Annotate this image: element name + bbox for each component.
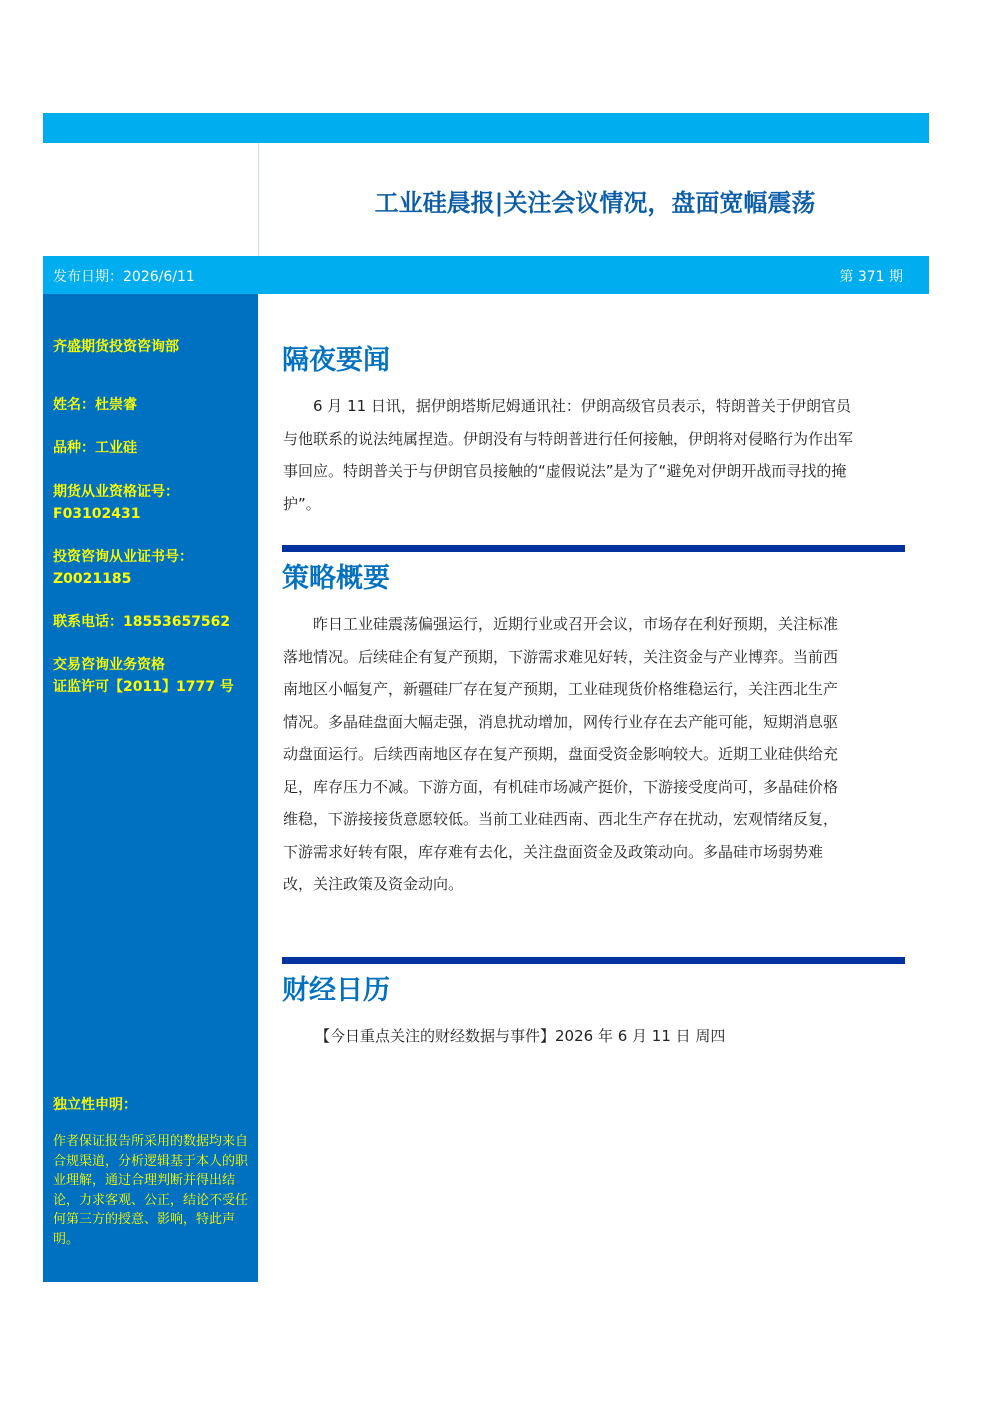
license-line-1: 交易咨询业务资格	[53, 657, 165, 673]
invest-cert-label: 投资咨询从业证书号：	[53, 549, 193, 565]
author-sidebar	[43, 294, 258, 1282]
strategy-paragraph: 昨日工业硅震荡偏强运行，近期行业或召开会议，市场存在利好预期，关注标准落地情况。后续硅企有复产预期，下游需求难见好转，关注资金与产业博弈。当前西南地区小幅复产，新疆硅厂存在复产预期，工业硅现货价格维稳运行，关注西北生产情况。多晶硅盘面大幅走强，消息扰动增加，网传行业存在去产能可能，短期消息驱动盘面运行。后续西南地区存在复产预期，盘面受资金影响较大。近期工业硅供给充足，库存压力不减。下游方面，有机硅市场减产挺价，下游接受度尚可，多晶硅价格维稳，下游接接货意愿较低。当前工业硅西南、西北生产存在扰动，宏观情绪反复，下游需求好转有限，库存难有去化，关注盘面资金及政策动向。多晶硅市场弱势难改，关注政策及资金动向。	[283, 615, 839, 893]
invest-cert-number: Z0021185	[53, 571, 132, 587]
calendar-heading: 财经日历	[282, 975, 390, 1006]
phone: 联系电话：18553657562	[53, 614, 231, 630]
disclaimer-text: 作者保证报告所采用的数据均来自合规渠道，分析逻辑基于本人的职业理解，通过合理判断并得出结论，力求客观、公正，结论不受任何第三方的授意、影响，特此声明。	[53, 1134, 249, 1247]
issue-number: 第 371 期	[839, 269, 903, 285]
section-rule	[282, 545, 905, 552]
section-rule	[282, 957, 905, 964]
disclaimer-title: 独立性申明：	[53, 1097, 137, 1113]
futures-cert-number: F03102431	[53, 506, 141, 522]
news-heading: 隔夜要闻	[282, 345, 390, 376]
top-banner	[43, 113, 929, 143]
futures-cert-label: 期货从业资格证号：	[53, 484, 179, 500]
report-title: 工业硅晨报|关注会议情况，盘面宽幅震荡	[374, 189, 816, 217]
strategy-heading: 策略概要	[282, 563, 390, 594]
license-line-2: 证监许可【2011】1777 号	[53, 679, 234, 695]
date-bar	[43, 256, 929, 294]
department: 齐盛期货投资咨询部	[53, 339, 179, 355]
variety: 品种：工业硅	[53, 440, 137, 456]
news-paragraph: 6 月 11 日讯，据伊朗塔斯尼姆通讯社：伊朗高级官员表示，特朗普关于伊朗官员与他联系的说法纯属捏造。伊朗没有与特朗普进行任何接触，伊朗将对侵略行为作出军事回应。特朗普关于与伊朗官员接触的“虚假说法”是为了“避免对伊朗开战而寻找的掩护”。	[283, 397, 854, 513]
header-divider	[258, 143, 259, 256]
publish-date: 发布日期：2026/6/11	[53, 269, 195, 285]
calendar-line: 【今日重点关注的财经数据与事件】2026 年 6 月 11 日 周四	[315, 1027, 726, 1045]
author-name: 姓名：杜崇睿	[53, 397, 137, 413]
